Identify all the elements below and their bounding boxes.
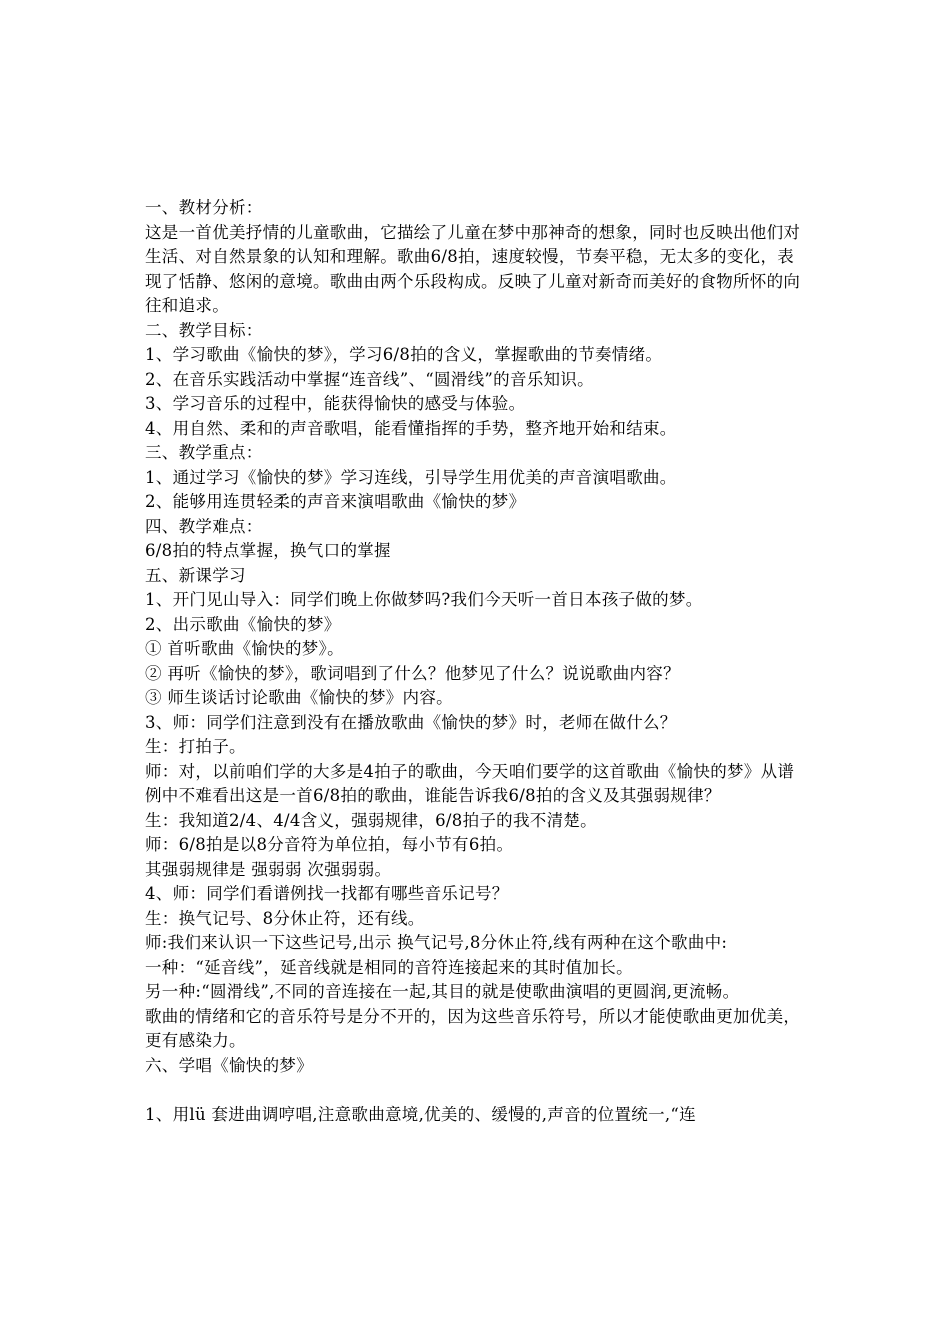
text-line: 六、学唱《愉快的梦》 [145, 1055, 313, 1075]
text-line: 其强弱规律是 强弱弱 次强弱弱。 [145, 859, 392, 879]
text-line: 4、用自然、柔和的声音歌唱，能看懂指挥的手势，整齐地开始和结束。 [145, 418, 677, 438]
paragraph: 这是一首优美抒情的儿童歌曲，它描绘了儿童在梦中那神奇的想象，同时也反映出他们对生活、对自然景象的认知和理解。歌曲6/8拍，速度较慢，节奏平稳，无太多的变化，表现了恬静、悠闲的意境。歌曲由两个乐段构成。反映了儿童对新奇而美好的食物所怀的向往和追求。 [145, 222, 801, 315]
paragraph: 另一种:“圆滑线”,不同的音连接在一起,其目的就是使歌曲演唱的更圆润,更流畅。 [145, 982, 740, 1001]
text-line: 2、能够用连贯轻柔的声音来演唱歌曲《愉快的梦》 [145, 492, 526, 511]
text-line: 三、教学重点： [145, 443, 263, 462]
text-line: ③ 师生谈话讨论歌曲《愉快的梦》内容。 [145, 688, 453, 707]
paragraph: 歌曲的情绪和它的音乐符号是分不开的，因为这些音乐符号，所以才能使歌曲更加优美，更有感染力。 [145, 1006, 801, 1050]
text-line: 生：我知道2/4、4/4含义，强弱规律，6/8拍子的我不清楚。 [145, 810, 597, 830]
text-line: 一、教材分析： [145, 198, 263, 217]
text-line: 生：换气记号、8分休止符，还有线。 [145, 908, 425, 928]
text-line: 二、教学目标： [145, 320, 263, 340]
text-line: 1、学习歌曲《愉快的梦》，学习6/8拍的含义，掌握歌曲的节奏情绪。 [145, 345, 663, 364]
text-line: 生：打拍子。 [145, 737, 246, 756]
text-line: 3、师：同学们注意到没有在播放歌曲《愉快的梦》时，老师在做什么？ [145, 712, 677, 732]
text-line: 1、开门见山导入：同学们晚上你做梦吗?我们今天听一首日本孩子做的梦。 [145, 590, 703, 609]
paragraph: 师:我们来认识一下这些记号,出示 换气记号,8分休止符,线有两种在这个歌曲中: [145, 933, 728, 952]
paragraph: 师：对，以前咱们学的大多是4拍子的歌曲，今天咱们要学的这首歌曲《愉快的梦》从谱例中不难看出这是一首6/8拍的歌曲，谁能告诉我6/8拍的含义及其强弱规律？ [145, 761, 795, 805]
text-line: 一种：“延音线”，延音线就是相同的音符连接起来的其时值加长。 [145, 957, 633, 977]
text-line: 师：6/8拍是以8分音符为单位拍，每小节有6拍。 [145, 835, 514, 854]
document-body [145, 196, 810, 1127]
text-line: ① 首听歌曲《愉快的梦》。 [145, 639, 344, 658]
text-line: 4、师：同学们看谱例找一找都有哪些音乐记号？ [145, 884, 509, 903]
text-line: 五、新课学习 [145, 565, 246, 585]
text-line: 1、通过学习《愉快的梦》学习连线，引导学生用优美的声音演唱歌曲。 [145, 467, 677, 487]
blank-line [145, 1078, 810, 1103]
text-line: 2、出示歌曲《愉快的梦》 [145, 614, 341, 634]
text-line: 四、教学难点： [145, 516, 263, 536]
text-line: 3、学习音乐的过程中，能获得愉快的感受与体验。 [145, 394, 526, 413]
text-line: 6/8拍的特点掌握，换气口的掌握 [145, 541, 391, 560]
text-line: 1、用lü 套进曲调哼唱,注意歌曲意境,优美的、缓慢的,声音的位置统一,“连 [145, 1104, 696, 1124]
text-line: 2、在音乐实践活动中掌握“连音线”、“圆滑线”的音乐知识。 [145, 369, 594, 389]
text-line: ② 再听《愉快的梦》，歌词唱到了什么？他梦见了什么？说说歌曲内容？ [145, 663, 680, 683]
